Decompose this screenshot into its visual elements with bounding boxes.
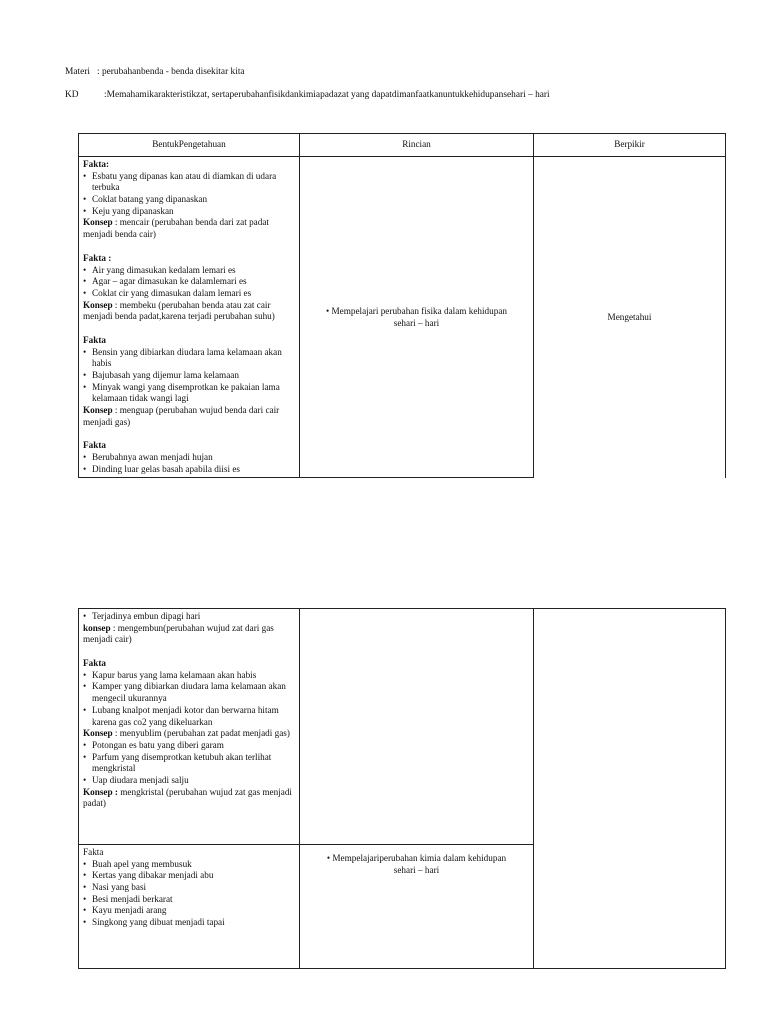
fakta-item: • Kertas yang dibakar menjadi abu — [83, 870, 295, 882]
fakta-heading: Fakta: — [83, 159, 110, 169]
konsep-label: Konsep — [83, 405, 113, 416]
knowledge-table-page1 — [78, 133, 726, 478]
column-header-berpikir: Berpikir — [534, 134, 726, 157]
fakta-item: • Singkong yang dibuat menjadi tapai — [83, 917, 295, 929]
fakta-item: • Berubahnya awan menjadi hujan — [83, 452, 295, 464]
konsep-line — [83, 300, 295, 323]
fakta-item: • Bajubasah yang dijemur lama kelamaan — [83, 370, 295, 382]
berpikir-cell — [534, 157, 726, 478]
bentuk-cell-page2 — [79, 609, 300, 845]
konsep-text: mengkristal (perubahan wujud zat gas menjadi padat) — [83, 786, 292, 809]
column-header-bentuk: BentukPengetahuan — [79, 134, 300, 157]
konsep-line — [83, 728, 295, 740]
fakta-item: • Minyak wangi yang disemprotkan ke pakaian lama kelamaan tidak wangi lagi — [83, 382, 295, 405]
fakta-item: • Kamper yang dibiarkan diudara lama kelamaan akan mengecil ukurannya — [83, 681, 295, 704]
berpikir-cell-empty — [534, 609, 726, 969]
fakta-heading: Fakta — [83, 334, 106, 345]
materi-value: : perubahanbenda - benda disekitar kita — [97, 67, 245, 77]
fakta-item: • Dinding luar gelas basah apabila diisi es — [83, 464, 295, 476]
konsep-line — [83, 405, 295, 428]
konsep-line — [83, 623, 295, 646]
konsep-label: Konsep — [83, 217, 113, 228]
konsep-text: : menguap (perubahan wujud benda dari cair menjadi gas) — [83, 405, 280, 427]
fakta-item: • Keju yang dipanaskan — [83, 206, 295, 218]
fakta-item: • Agar – agar dimasukan ke dalamlemari es — [83, 276, 295, 288]
konsep-line — [83, 217, 295, 240]
fakta-item: • Potongan es batu yang diberi garam — [83, 740, 295, 752]
fakta-item: • Kapur barus yang lama kelamaan akan habis — [83, 670, 295, 682]
konsep-text: : membeku (perubahan benda atau zat cair menjadi benda padat,karena terjadi perubahan suhu) — [83, 299, 275, 322]
fakta-item: • Buah apel yang membusuk — [83, 859, 295, 871]
konsep-label: Konsep — [83, 728, 113, 739]
rincian-cell-fisika — [300, 157, 534, 478]
fakta-heading: Fakta : — [83, 252, 112, 263]
rincian-cell-kimia — [300, 845, 534, 969]
konsep-label: Konsep : — [83, 786, 118, 797]
fakta-heading: Fakta — [83, 847, 104, 857]
fakta-item: • Esbatu yang dipanas kan atau di diamkan di udara terbuka — [83, 171, 295, 194]
column-header-rincian: Rincian — [300, 134, 534, 157]
konsep-text: : menyublim (perubahan zat padat menjadi gas) — [112, 728, 290, 739]
konsep-text: : mencair (perubahan benda dari zat padat menjadi benda cair) — [83, 217, 269, 240]
fakta-heading: Fakta — [83, 658, 106, 669]
konsep-text: : mengembun(perubahan wujud zat dari gas menjadi cair) — [83, 622, 274, 645]
fakta-item: • Parfum yang disemprotkan ketubuh akan terlihat mengkristal — [83, 752, 295, 775]
konsep-line — [83, 787, 295, 810]
bentuk-cell-kimia — [79, 845, 300, 969]
rincian-cell-empty — [300, 609, 534, 845]
berpikir-value: Mengetahui — [607, 311, 652, 322]
konsep-label: Konsep — [83, 299, 113, 310]
fakta-item: • Lubang knalpot menjadi kotor dan berwarna hitam karena gas co2 yang dikeluarkan — [83, 705, 295, 728]
fakta-item: • Coklat cir yang dimasukan dalam lemari es — [83, 288, 295, 300]
fakta-item: • Terjadinya embun dipagi hari — [83, 611, 295, 623]
fakta-item: • Kayu menjadi arang — [83, 905, 295, 917]
rincian-fisika-text: • Mempelajari perubahan fisika dalam kehidupan sehari – hari — [325, 305, 508, 328]
fakta-item: • Air yang dimasukan kedalam lemari es — [83, 265, 295, 277]
fakta-item: • Nasi yang basi — [83, 882, 295, 894]
bentuk-cell-page1 — [79, 157, 300, 478]
materi-label: Materi — [65, 67, 90, 77]
kd-value: :Memahamikarakteristikzat, sertaperubahanfisikdankimiapadazat yang dapatdimanfaatkanuntukkehidupansehari – hari — [104, 90, 550, 100]
fakta-item: • Besi menjadi berkarat — [83, 894, 295, 906]
fakta-item: • Coklat batang yang dipanaskan — [83, 194, 295, 206]
fakta-item: • Uap diudara menjadi salju — [83, 775, 295, 787]
knowledge-table-page2 — [78, 608, 726, 969]
kd-label: KD — [65, 90, 79, 100]
fakta-heading: Fakta — [83, 440, 106, 451]
fakta-item: • Bensin yang dibiarkan diudara lama kelamaan akan habis — [83, 347, 295, 370]
konsep-label: konsep — [83, 622, 111, 633]
rincian-kimia-text: • Mempelajariperubahan kimia dalam kehidupan sehari – hari — [326, 853, 507, 875]
